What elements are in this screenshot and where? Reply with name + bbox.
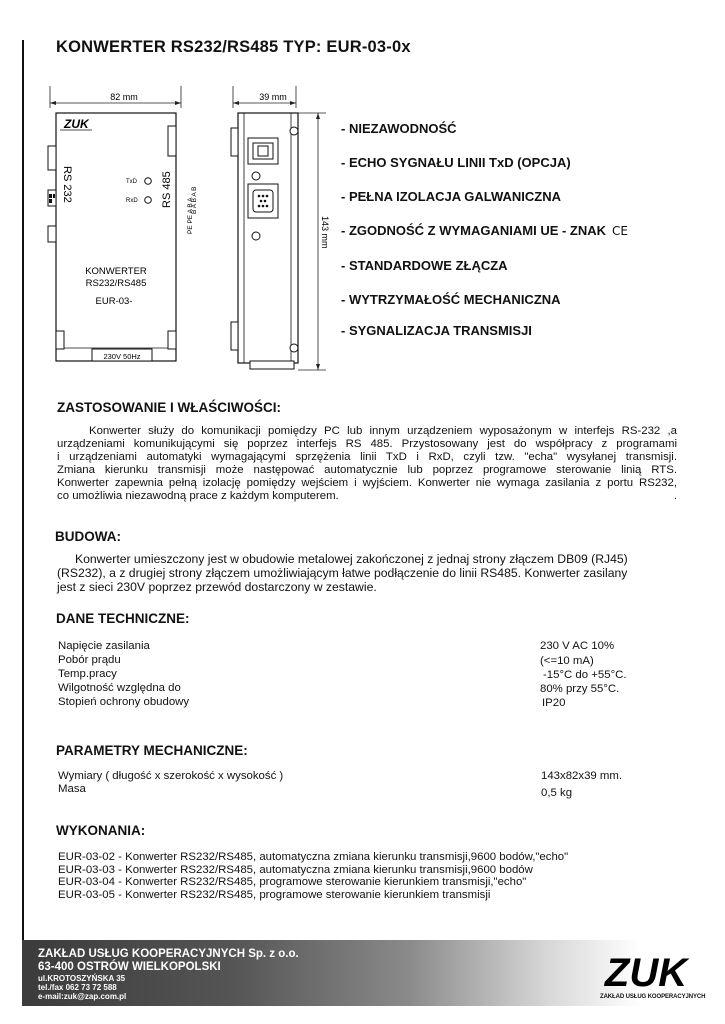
para-line: i urządzeniami automatyki wymagającymi sprzężenia linii TxD i RxD, czyli tzw. "echa" wysyłanej transmisji. [57,451,677,463]
device-drawing [36,86,336,381]
spec-value: (<=10 mA) [540,655,594,667]
led-txd-label: TxD [126,179,137,185]
led-rxd-label: RxD [126,198,138,204]
heading-dane-techniczne: DANE TECHNICZNE: [56,611,190,626]
mech-label: Wymiary ( długość x szerokość x wysokość ) [58,770,284,782]
list-item: EUR-03-04 - Konwerter RS232/RS485, programowe sterowanie kierunkiem transmisji,"echo" [58,876,527,888]
para-line: urządzeniami komunikującymi się poprzez interfejs RS 485. Przystosowany jest do współpracy z programami [57,438,677,450]
heading-parametry-mechaniczne: PARAMETRY MECHANICZNE: [56,743,248,758]
spec-label: Napięcie zasilania [58,640,150,652]
led-rxd-icon [145,197,152,204]
para-line: Konwerter umieszczony jest w obudowie metalowej zakończonej z jednaj strony złączem DB09 (RJ45) [75,552,628,566]
trailing-dot: . [673,490,677,502]
heading-wykonania: WYKONANIA: [56,823,146,838]
dimension-height [298,113,330,370]
feature-item: - STANDARDOWE ZŁĄCZA [341,258,508,273]
pin-labels-bottom: PE PE A B A [187,197,194,234]
mech-label: Masa [58,783,86,795]
logo-caption: ZAKŁAD USŁUG KOOPERACYJNYCH [600,994,706,1000]
dim-height-label: 143 mm [320,216,330,249]
para-line: jest z sieci 230V poprzez przewód dostarczony w zestawie. [57,580,377,594]
feature-item-ce [341,223,628,238]
rs232-label: RS 232 [61,166,73,203]
spec-value: 230 V AC 10% [540,640,615,652]
heading-budowa: BUDOWA: [55,529,121,544]
rs485-label: RS 485 [161,171,173,208]
mech-value: 0,5 kg [541,787,573,799]
feature-text: - ZGODNOŚĆ Z WYMAGANIAMI UE - ZNAK [341,223,607,238]
page-title: KONWERTER RS232/RS485 TYP: EUR-03-0x [56,38,411,56]
spec-label: Pobór prądu [58,654,121,666]
zuk-small-logo: ZUK [64,117,89,131]
zastosowanie-text [57,425,677,503]
ce-mark: CE [612,224,629,238]
footer-email: e-mail:zuk@zap.com.pl [38,992,127,1001]
zuk-logo-icon [600,946,692,994]
dimension-depth [233,86,296,108]
feature-item: - PEŁNA IZOLACJA GALWANICZNA [341,189,562,204]
para-line-last [57,490,677,503]
footer-street: ul.KROTOSZYŃSKA 35 [38,974,126,983]
device-line2: RS232/RS485 [85,278,147,289]
spec-label: Temp.pracy [58,668,117,680]
device-line3: EUR-03- [95,296,133,307]
dim-depth-label: 39 mm [259,92,287,102]
zuk-logo-text: ZUK [604,951,688,994]
feature-item: - SYGNALIZACJA TRANSMISJI [341,323,532,338]
spec-value: -15°C do +55°C. [543,669,627,681]
para-line: Konwerter służy do komunikacji pomiędzy PC lub innym urządzeniem wyposażonym w interfejs RS-232 ,a [89,425,677,437]
variants-list [58,851,568,901]
spec-value: IP20 [542,697,566,709]
left-margin-rule [22,40,24,970]
para-line: (RS232), a z drugiej strony złączem umożliwiającym łatwe podłączenie do linii RS485. Konwerter zasilany [57,566,628,580]
feature-item: - ECHO SYGNAŁU LINII TxD (OPCJA) [341,155,571,170]
spec-value: 80% przy 55°C. [540,683,620,695]
list-item: EUR-03-02 - Konwerter RS232/RS485, automatyczna zmiana kierunku transmisji,9600 bodów,"echo" [58,851,569,863]
led-txd-icon [145,178,152,185]
budowa-text [57,552,677,594]
dim-width-label: 82 mm [110,92,138,102]
power-label: 230V 50Hz [103,352,141,361]
dimension-width [50,86,181,108]
spec-label: Wilgotność względna do [58,682,181,694]
list-item: EUR-03-03 - Konwerter RS232/RS485, automatyczna zmiana kierunku transmisji,9600 bodów [58,863,533,876]
heading-zastosowanie: ZASTOSOWANIE I WŁAŚCIWOŚCI: [57,400,281,415]
front-view [48,113,198,361]
spec-label: Stopień ochrony obudowy [58,696,190,708]
pin-labels-top: B A B A B [191,186,198,214]
mech-value: 143x82x39 mm. [541,770,623,782]
side-view [231,113,298,369]
para-line-text: co umożliwia niezawodną prace z każdym komputerem. [57,490,339,502]
device-line1: KONWERTER [85,266,147,277]
footer-company: ZAKŁAD USŁUG KOOPERACYJNYCH Sp. z o.o. [38,948,299,960]
para-line: Konwerter zapewnia pełną izolację pomiędzy wejściem i wyjściem. Konwerter nie wymaga zasilania z portu RS232, [57,477,677,489]
feature-item: - NIEZAWODNOŚĆ [341,121,457,136]
footer-city: 63-400 OSTRÓW WIELKOPOLSKI [38,961,221,973]
para-line: Zmiana kierunku transmisji może następować automatycznie lub poprzez programowe sterowanie linią RTS. [57,464,677,476]
list-item: EUR-03-05 - Konwerter RS232/RS485, programowe sterowanie kierunkiem transmisji [58,888,491,901]
footer-phone: tel./fax 062 73 72 588 [38,983,117,992]
feature-item: - WYTRZYMAŁOŚĆ MECHANICZNA [341,292,561,307]
